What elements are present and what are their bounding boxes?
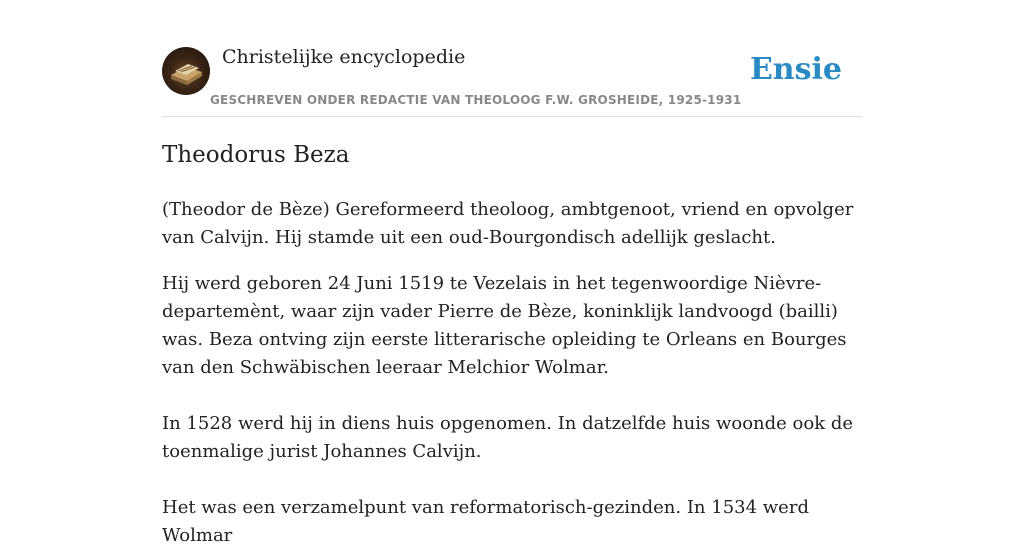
article-title: Theodorus Beza <box>162 142 350 168</box>
encyclopedia-subtitle: GESCHREVEN ONDER REDACTIE VAN THEOLOOG F.W. GROSHEIDE, 1925-1931 <box>210 93 742 107</box>
encyclopedia-cover-image[interactable] <box>162 47 210 95</box>
book-icon <box>162 47 210 95</box>
article-paragraph: In 1528 werd hij in diens huis opgenomen. In datzelfde huis woonde ook de toenmalige jurist Johannes Calvijn. <box>162 413 854 462</box>
article-intro: (Theodor de Bèze) Gereformeerd theoloog, ambtgenoot, vriend en opvolger van Calvijn. Hij stamde uit een oud-Bourgondisch adellijk geslacht. <box>162 199 854 248</box>
article-paragraph: Het was een verzamelpunt van reformatorisch-gezinden. In 1534 werd Wolmar <box>162 497 809 546</box>
site-header <box>162 46 862 117</box>
article-paragraph: Hij werd geboren 24 Juni 1519 te Vezelais in het tegenwoordige Nièvre-departemènt, waar zijn vader Pierre de Bèze, koninklijk landvoogd (bailli) was. Beza ontving zijn eerste litterarische opleiding te Orleans en Bourges van den Schwäbischen leeraar Melchior Wolmar. <box>162 273 847 378</box>
encyclopedia-title[interactable]: Christelijke encyclopedie <box>222 46 466 68</box>
article <box>162 140 862 550</box>
ensie-logo[interactable]: Ensie <box>749 52 842 87</box>
